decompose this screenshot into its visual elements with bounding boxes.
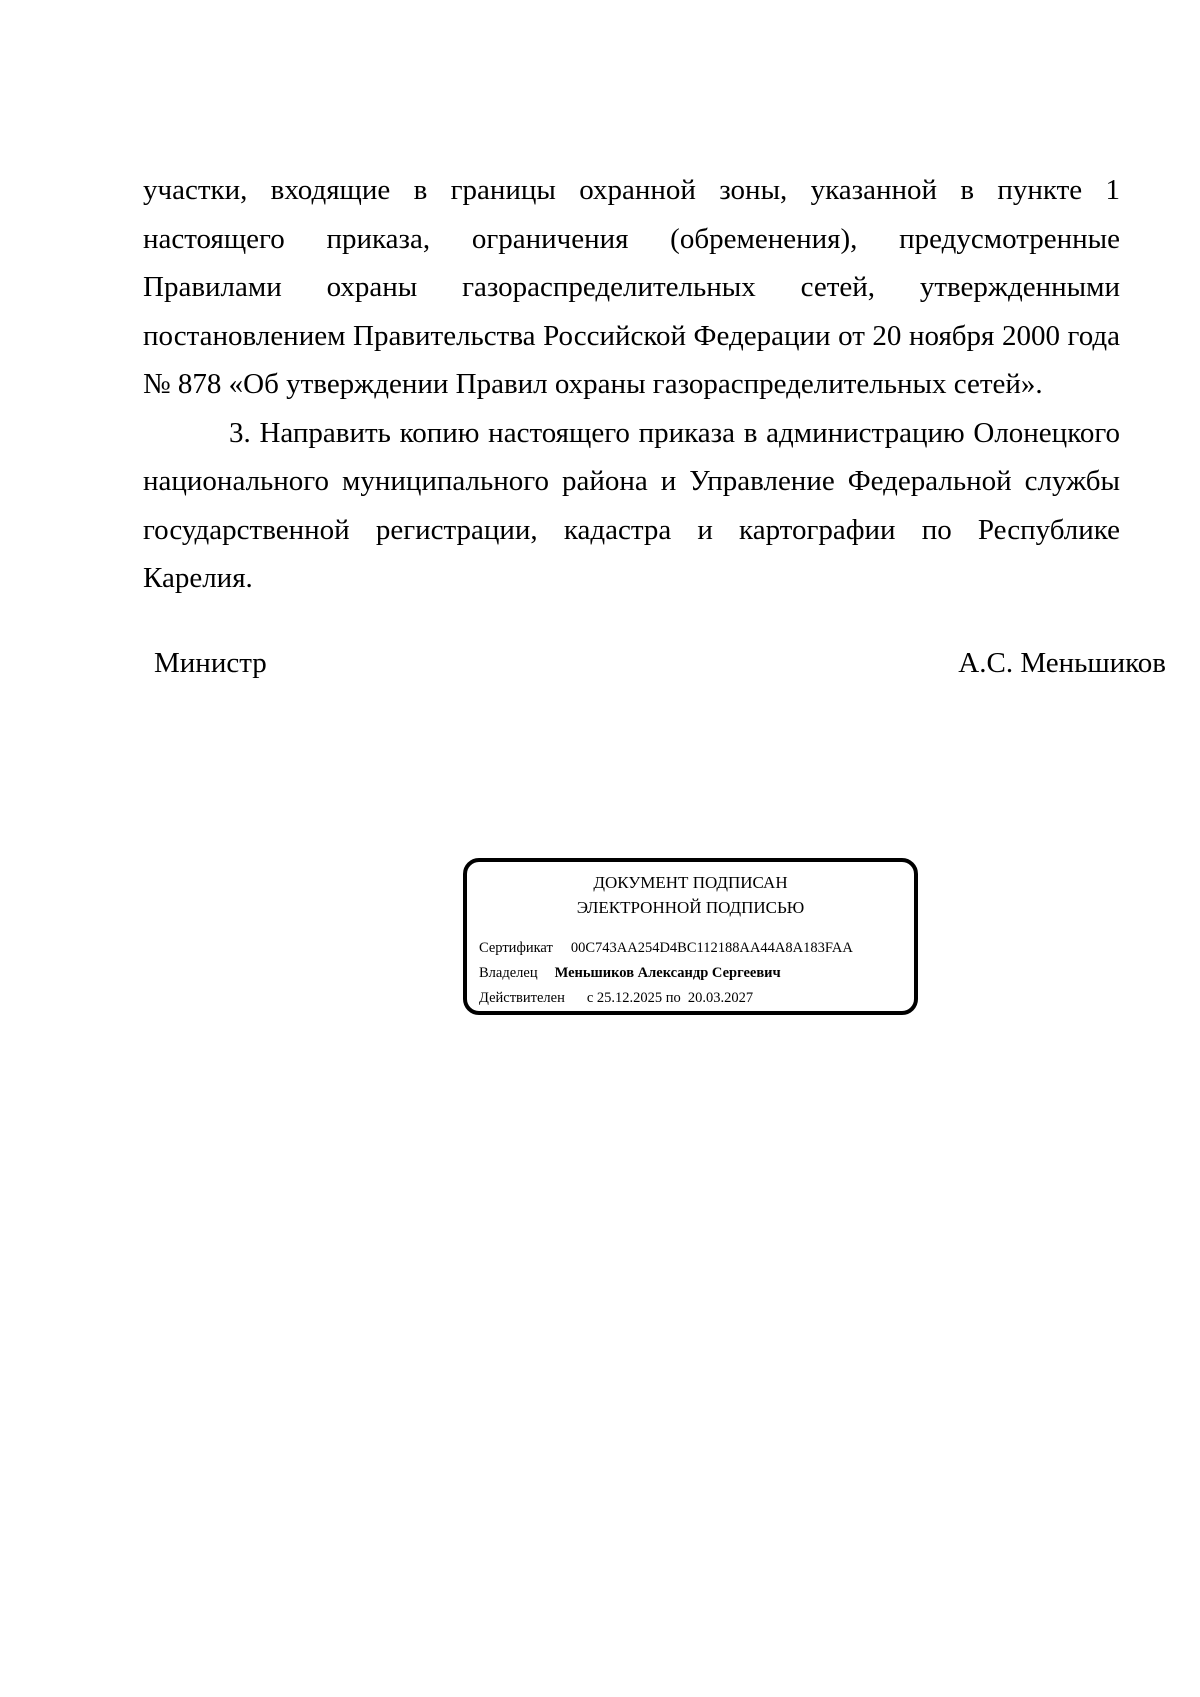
signature-block bbox=[154, 643, 1166, 683]
owner-value: Меньшиков Александр Сергеевич bbox=[554, 965, 781, 981]
stamp-owner-row bbox=[479, 963, 781, 983]
stamp-title-line-1: ДОКУМЕНТ ПОДПИСАН bbox=[593, 873, 788, 892]
document-body bbox=[143, 166, 1120, 603]
validity-to: 20.03.2027 bbox=[687, 990, 754, 1006]
signatory-position: Министр bbox=[154, 647, 267, 679]
paragraph-item-3: 3. Направить копию настоящего приказа в администрацию Олонецкого национального муниципального района и Управление Федеральной службы государственной регистрации, кадастра и картографии по Республике Карелия. bbox=[143, 416, 1120, 594]
validity-from: с 25.12.2025 по bbox=[586, 990, 681, 1006]
certificate-label: Сертификат bbox=[479, 940, 553, 956]
electronic-signature-stamp bbox=[463, 858, 918, 1015]
stamp-title bbox=[467, 870, 914, 920]
stamp-validity-row bbox=[479, 988, 753, 1008]
validity-label: Действителен bbox=[479, 990, 565, 1006]
certificate-value: 00C743AA254D4BC112188AA44A8A183FAA bbox=[570, 940, 853, 956]
owner-label: Владелец bbox=[479, 965, 538, 981]
paragraph-continuation: участки, входящие в границы охранной зоны, указанной в пункте 1 настоящего приказа, ограничения (обременения), предусмотренные Правилами охраны газораспределительных сетей, утвержденными постановлением Правительства Российской Федерации от 20 ноября 2000 года № 878 «Об утверждении Правил охраны газораспределительных сетей». bbox=[143, 174, 1120, 400]
stamp-certificate-row bbox=[479, 938, 853, 958]
stamp-title-line-2: ЭЛЕКТРОННОЙ ПОДПИСЬЮ bbox=[576, 898, 805, 917]
signatory-name: А.С. Меньшиков bbox=[958, 647, 1166, 679]
